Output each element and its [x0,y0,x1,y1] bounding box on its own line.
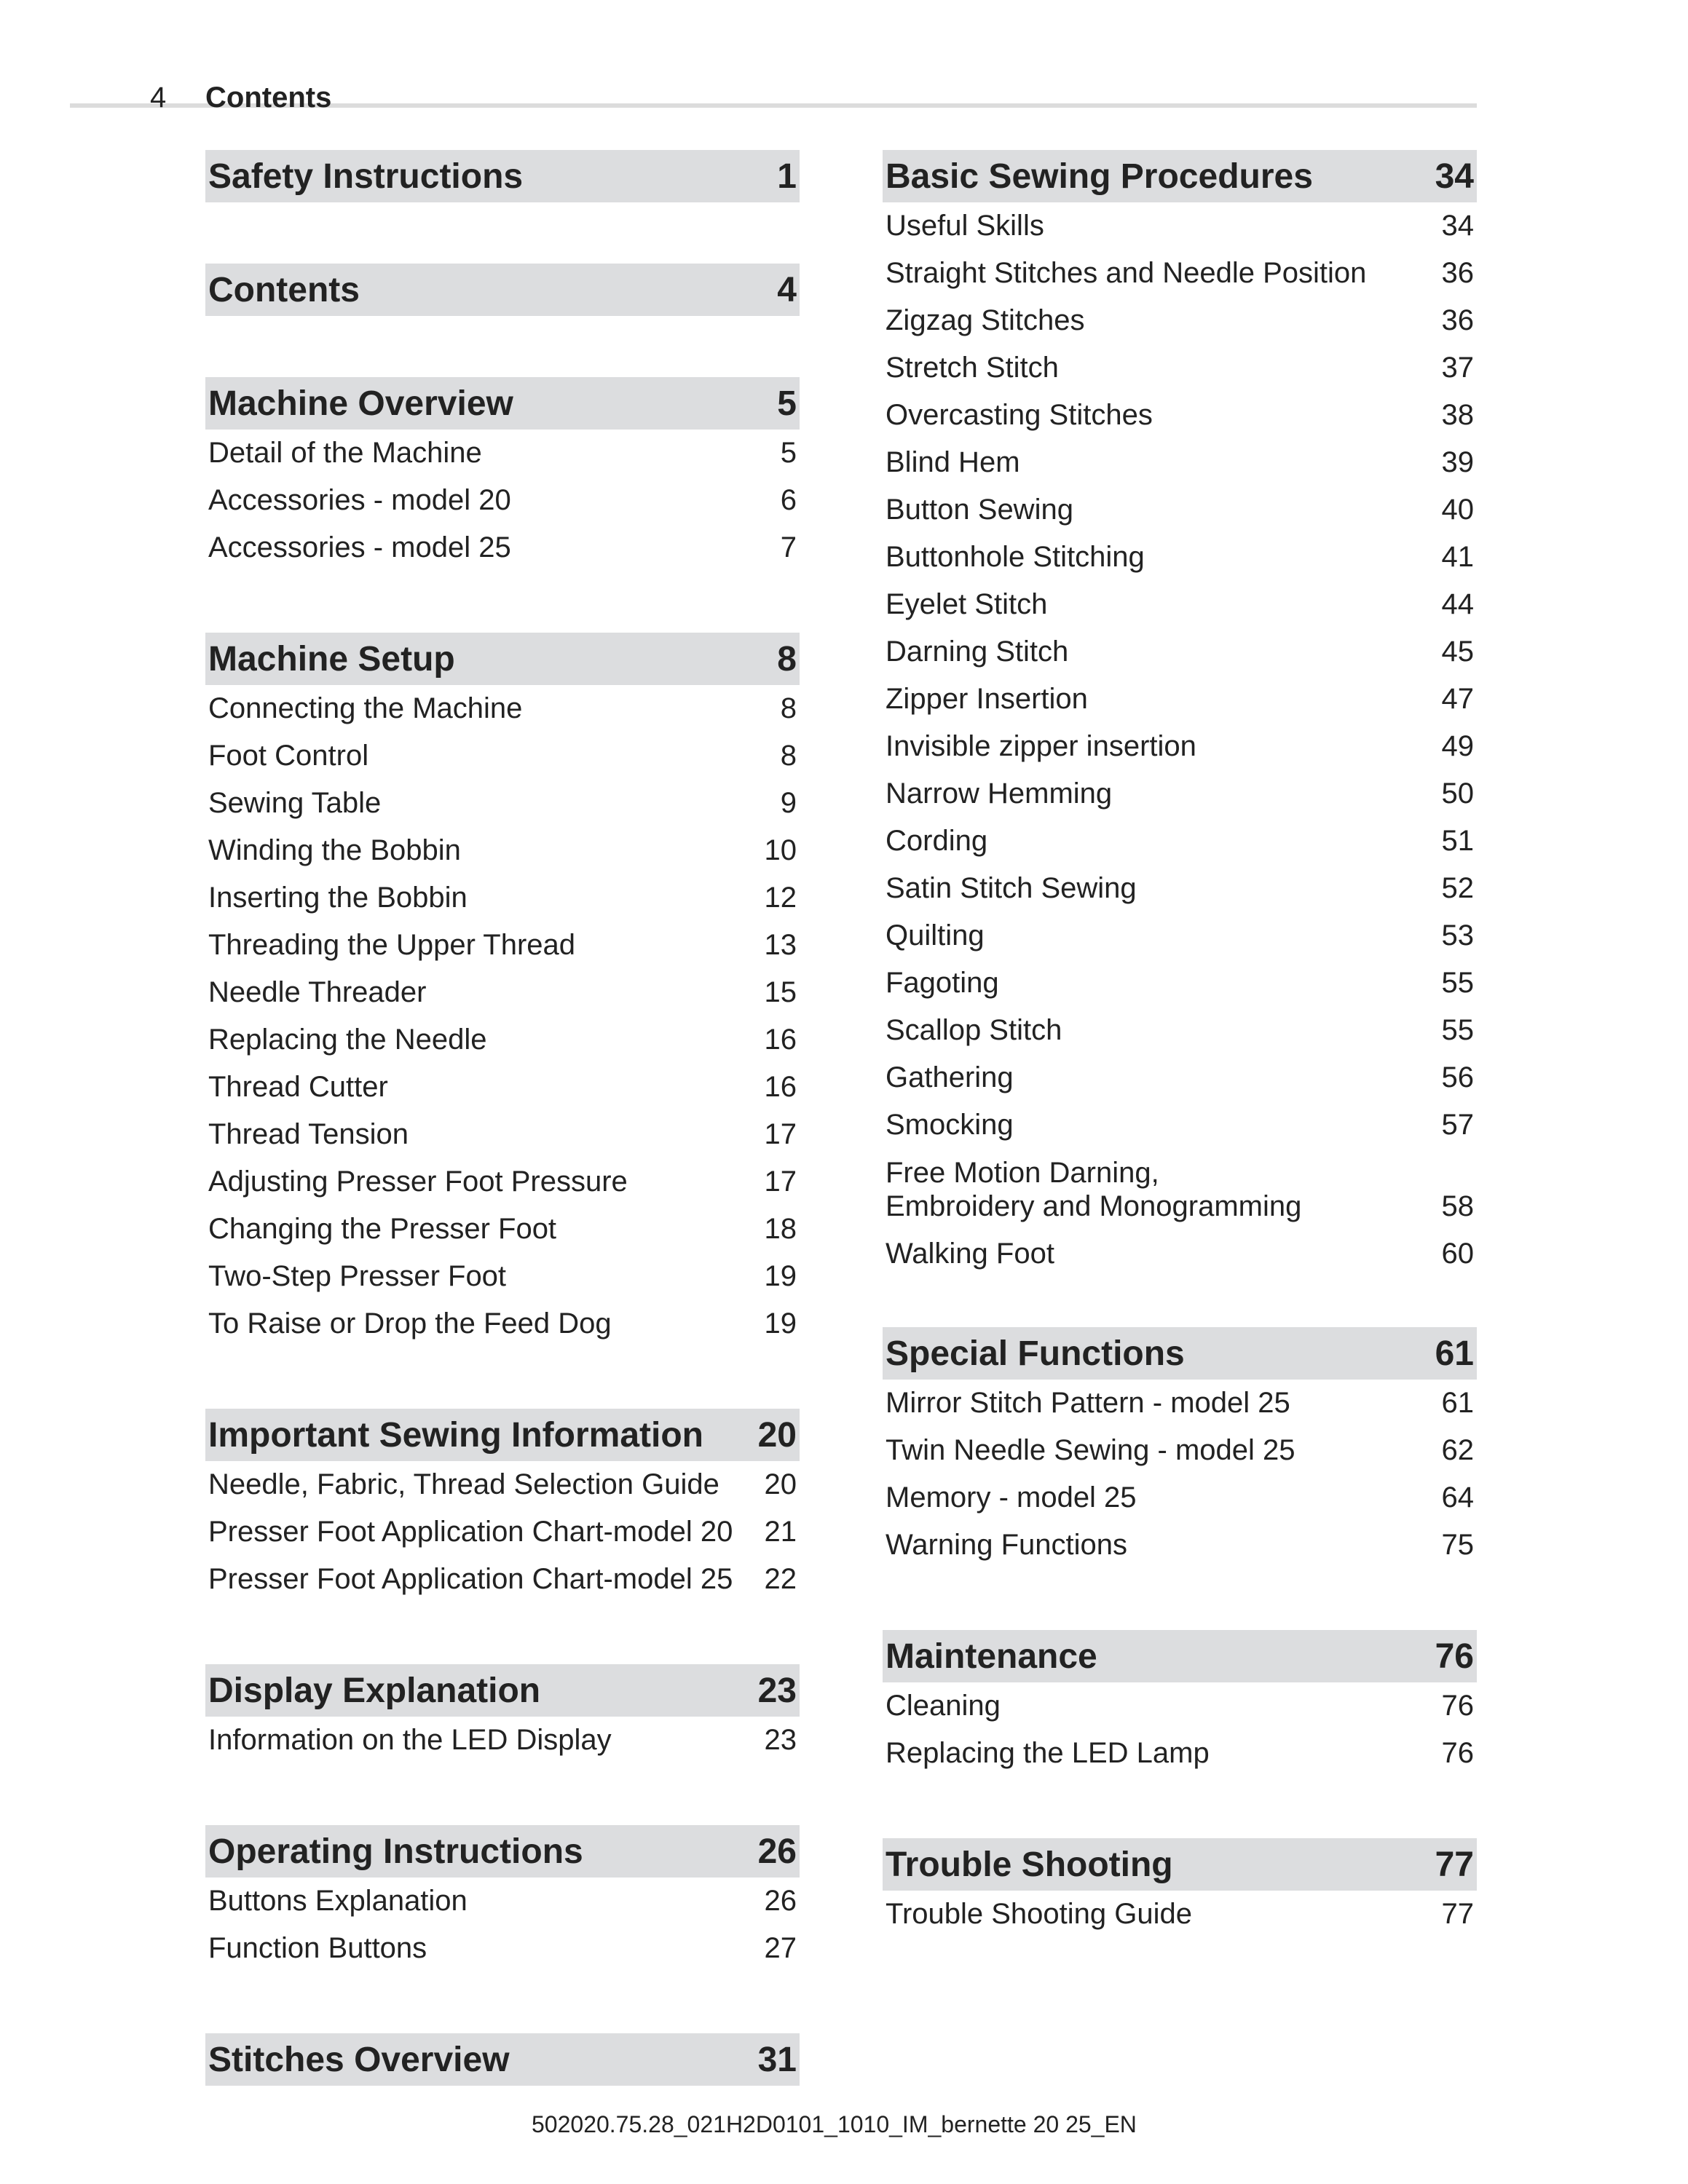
toc-entry-title-line1: Free Motion Darning, [886,1157,1159,1189]
toc-entry-title: Presser Foot Application Chart-model 20 [208,1516,733,1548]
toc-page-number: 31 [757,2040,797,2079]
toc-entry-title: Quilting [886,919,985,951]
toc-entry-presser-foot-application-chart-model-20[interactable] [205,1508,800,1556]
toc-page-number: 36 [1441,304,1474,336]
toc-page-number: 4 [777,270,797,309]
toc-entry-title: Two-Step Presser Foot [208,1260,507,1292]
toc-entry-title: Thread Cutter [208,1071,388,1103]
toc-page-number: 51 [1441,825,1474,857]
toc-entry-title: Needle Threader [208,976,427,1008]
toc-entry-title: Replacing the Needle [208,1024,487,1056]
toc-entry-title: Buttons Explanation [208,1885,468,1917]
toc-page-number: 76 [1435,1637,1474,1676]
toc-entry-title: Useful Skills [886,210,1044,242]
toc-page-number: 56 [1441,1061,1474,1093]
toc-page-number: 5 [780,437,797,469]
toc-section-machine-setup[interactable] [205,633,800,685]
toc-page-number: 6 [780,484,797,516]
toc-entry-thread-tension[interactable] [205,1111,800,1158]
toc-entry-title: Function Buttons [208,1932,427,1964]
toc-entry-title: Zipper Insertion [886,683,1088,715]
toc-entry-narrow-hemming[interactable] [883,770,1477,818]
toc-entry-title: Accessories - model 20 [208,484,511,516]
toc-page-number: 26 [757,1832,797,1871]
toc-page-number: 57 [1441,1109,1474,1141]
toc-entry-title: Memory - model 25 [886,1481,1137,1514]
toc-entry-eyelet-stitch[interactable] [883,581,1477,628]
toc-page-number: 37 [1441,352,1474,384]
toc-entry-needle-threader[interactable] [205,969,800,1016]
toc-entry-title: Replacing the LED Lamp [886,1737,1210,1769]
toc-page-number: 55 [1441,1014,1474,1046]
toc-left-column [205,150,800,2086]
toc-entry-title-line2: Embroidery and Monogramming [886,1190,1302,1222]
toc-section-maintenance[interactable] [883,1630,1477,1682]
toc-entry-accessories-model-25[interactable] [205,524,800,571]
toc-entry-title: Buttonhole Stitching [886,541,1145,573]
toc-entry-changing-the-presser-foot[interactable] [205,1206,800,1253]
toc-section-stitches-overview[interactable] [205,2033,800,2086]
toc-entry-straight-stitches-and-needle-position[interactable] [883,250,1477,297]
toc-entry-replacing-the-needle[interactable] [205,1016,800,1064]
toc-page-number: 58 [1441,1190,1474,1222]
toc-section-title: Stitches Overview [208,2040,510,2079]
toc-section-title: Important Sewing Information [208,1415,703,1455]
toc-entry-needle-fabric-thread-selection-guide[interactable] [205,1461,800,1508]
toc-page-number: 27 [764,1932,797,1964]
toc-page-number: 39 [1441,446,1474,478]
toc-entry-title: Walking Foot [886,1238,1054,1270]
toc-entry-title: Narrow Hemming [886,778,1113,810]
toc-entry-foot-control[interactable] [205,732,800,780]
toc-page-number: 55 [1441,967,1474,999]
toc-page-number: 36 [1441,257,1474,289]
toc-entry-memory-model-25[interactable] [883,1474,1477,1522]
toc-entry-winding-the-bobbin[interactable] [205,827,800,874]
toc-section-title: Basic Sewing Procedures [886,157,1313,196]
toc-section-safety-instructions[interactable] [205,150,800,202]
toc-entry-title [886,1156,1301,1223]
toc-entry-twin-needle-sewing-model-25[interactable] [883,1427,1477,1474]
toc-entry-useful-skills[interactable] [883,202,1477,250]
toc-page-number: 16 [764,1024,797,1056]
toc-page-number: 7 [780,531,797,563]
toc-page-number: 19 [764,1260,797,1292]
toc-page-number: 26 [764,1885,797,1917]
toc-page-number: 34 [1441,210,1474,242]
toc-page-number: 12 [764,882,797,914]
toc-section-title: Special Functions [886,1334,1185,1373]
toc-page-number: 62 [1441,1434,1474,1466]
toc-entry-trouble-shooting-guide[interactable] [883,1891,1477,1938]
toc-section-title: Trouble Shooting [886,1845,1173,1884]
toc-page-number: 60 [1441,1238,1474,1270]
toc-entry-title: Stretch Stitch [886,352,1059,384]
toc-page-number: 49 [1441,730,1474,762]
toc-section-contents[interactable] [205,264,800,316]
toc-entry-scallop-stitch[interactable] [883,1007,1477,1054]
toc-entry-title: Accessories - model 25 [208,531,511,563]
toc-entry-information-on-the-led-display[interactable] [205,1717,800,1764]
toc-entry-cording[interactable] [883,818,1477,865]
toc-section-title: Contents [208,270,360,309]
toc-entry-cleaning[interactable] [883,1682,1477,1730]
toc-page-number: 17 [764,1118,797,1150]
toc-page-number: 5 [777,384,797,423]
toc-entry-stretch-stitch[interactable] [883,344,1477,392]
toc-entry-title: Gathering [886,1061,1014,1093]
toc-entry-title: Invisible zipper insertion [886,730,1196,762]
toc-entry-zigzag-stitches[interactable] [883,297,1477,344]
toc-section-title: Maintenance [886,1637,1097,1676]
toc-entry-title: Presser Foot Application Chart-model 25 [208,1563,733,1595]
toc-section-title: Machine Overview [208,384,513,423]
toc-page-number: 17 [764,1166,797,1198]
toc-entry-title: Mirror Stitch Pattern - model 25 [886,1387,1290,1419]
toc-entry-warning-functions[interactable] [883,1522,1477,1569]
toc-entry-buttonhole-stitching[interactable] [883,534,1477,581]
toc-entry-title: Threading the Upper Thread [208,929,576,961]
toc-entry-mirror-stitch-pattern-model-25[interactable] [883,1380,1477,1427]
toc-entry-accessories-model-20[interactable] [205,477,800,524]
toc-entry-title: Adjusting Presser Foot Pressure [208,1166,628,1198]
toc-entry-buttons-explanation[interactable] [205,1878,800,1925]
toc-entry-to-raise-or-drop-the-feed-dog[interactable] [205,1300,800,1348]
toc-section-trouble-shooting[interactable] [883,1838,1477,1891]
page-title: Contents [205,82,332,114]
toc-entry-title: Button Sewing [886,494,1073,526]
toc-entry-sewing-table[interactable] [205,780,800,827]
toc-entry-free-motion-darning[interactable] [883,1149,1477,1230]
page-number: 4 [150,82,167,114]
toc-entry-two-step-presser-foot[interactable] [205,1253,800,1300]
toc-section-operating-instructions[interactable] [205,1825,800,1878]
toc-page-number: 61 [1435,1334,1474,1373]
toc-section-display-explanation[interactable] [205,1664,800,1717]
toc-entry-darning-stitch[interactable] [883,628,1477,676]
toc-right-column [883,150,1477,1938]
toc-entry-title: Blind Hem [886,446,1020,478]
toc-entry-presser-foot-application-chart-model-25[interactable] [205,1556,800,1603]
toc-page-number: 8 [780,692,797,724]
toc-entry-replacing-the-led-lamp[interactable] [883,1730,1477,1777]
toc-entry-smocking[interactable] [883,1101,1477,1149]
toc-page-number: 23 [757,1671,797,1710]
toc-entry-function-buttons[interactable] [205,1925,800,1972]
toc-page-number: 47 [1441,683,1474,715]
toc-entry-title: Sewing Table [208,787,382,819]
toc-page-number: 53 [1441,919,1474,951]
toc-section-special-functions[interactable] [883,1327,1477,1380]
toc-entry-connecting-the-machine[interactable] [205,685,800,732]
toc-entry-title: Cleaning [886,1690,1001,1722]
toc-entry-title: Trouble Shooting Guide [886,1898,1193,1930]
toc-entry-title: Darning Stitch [886,636,1069,668]
toc-entry-threading-the-upper-thread[interactable] [205,922,800,969]
toc-page-number: 19 [764,1307,797,1340]
toc-page-number: 45 [1441,636,1474,668]
toc-page-number: 41 [1441,541,1474,573]
toc-page-number: 76 [1441,1690,1474,1722]
toc-page-number: 15 [764,976,797,1008]
toc-entry-title: Changing the Presser Foot [208,1213,557,1245]
toc-entry-zipper-insertion[interactable] [883,676,1477,723]
toc-section-title: Display Explanation [208,1671,541,1710]
toc-entry-title: Overcasting Stitches [886,399,1153,431]
toc-entry-title: Zigzag Stitches [886,304,1085,336]
toc-entry-title: Cording [886,825,988,857]
toc-page-number: 77 [1435,1845,1474,1884]
toc-entry-title: Connecting the Machine [208,692,523,724]
toc-entry-title: Eyelet Stitch [886,588,1048,620]
toc-entry-overcasting-stitches[interactable] [883,392,1477,439]
toc-page-number: 34 [1435,157,1474,196]
toc-entry-detail-of-the-machine[interactable] [205,430,800,477]
toc-page-number: 77 [1441,1898,1474,1930]
toc-entry-title: Needle, Fabric, Thread Selection Guide [208,1468,719,1500]
toc-entry-title: Smocking [886,1109,1014,1141]
toc-entry-thread-cutter[interactable] [205,1064,800,1111]
toc-page-number: 9 [780,787,797,819]
toc-page-number: 75 [1441,1529,1474,1561]
footer-doc-id: 502020.75.28_021H2D0101_1010_IM_bernette 20 25_EN [532,2111,1137,2137]
toc-entry-title: Detail of the Machine [208,437,482,469]
toc-entry-gathering[interactable] [883,1054,1477,1101]
toc-page-number: 76 [1441,1737,1474,1769]
toc-entry-quilting[interactable] [883,912,1477,960]
toc-entry-title: Fagoting [886,967,999,999]
toc-entry-title: Warning Functions [886,1529,1127,1561]
toc-page-number: 20 [764,1468,797,1500]
toc-entry-title: Inserting the Bobbin [208,882,468,914]
toc-entry-title: Thread Tension [208,1118,409,1150]
toc-entry-satin-stitch-sewing[interactable] [883,865,1477,912]
toc-page-number: 10 [764,834,797,866]
toc-page-number: 64 [1441,1481,1474,1514]
toc-entry-title: To Raise or Drop the Feed Dog [208,1307,612,1340]
toc-page-number: 38 [1441,399,1474,431]
toc-page-number: 18 [764,1213,797,1245]
toc-page-number: 16 [764,1071,797,1103]
toc-page-number: 44 [1441,588,1474,620]
toc-entry-title: Winding the Bobbin [208,834,461,866]
toc-page-number: 1 [777,157,797,196]
toc-entry-title: Satin Stitch Sewing [886,872,1137,904]
toc-section-machine-overview[interactable] [205,377,800,430]
toc-page-number: 50 [1441,778,1474,810]
toc-page-number: 21 [764,1516,797,1548]
toc-page-number: 23 [764,1724,797,1756]
toc-entry-title: Twin Needle Sewing - model 25 [886,1434,1295,1466]
toc-page-number: 22 [764,1563,797,1595]
toc-page-number: 40 [1441,494,1474,526]
toc-page-number: 61 [1441,1387,1474,1419]
toc-entry-inserting-the-bobbin[interactable] [205,874,800,922]
toc-entry-walking-foot[interactable] [883,1230,1477,1278]
toc-entry-title: Information on the LED Display [208,1724,612,1756]
toc-entry-fagoting[interactable] [883,960,1477,1007]
toc-section-title: Operating Instructions [208,1832,583,1871]
toc-page-number: 8 [780,740,797,772]
toc-section-basic-sewing-procedures[interactable] [883,150,1477,202]
toc-entry-title: Scallop Stitch [886,1014,1062,1046]
toc-page-number: 20 [757,1415,797,1455]
toc-entry-blind-hem[interactable] [883,439,1477,486]
toc-entry-invisible-zipper-insertion[interactable] [883,723,1477,770]
toc-page-number: 13 [764,929,797,961]
toc-entry-button-sewing[interactable] [883,486,1477,534]
toc-entry-title: Straight Stitches and Needle Position [886,257,1367,289]
toc-section-title: Machine Setup [208,639,455,678]
toc-entry-title: Foot Control [208,740,369,772]
toc-page-number: 52 [1441,872,1474,904]
toc-page-number: 8 [777,639,797,678]
toc-entry-adjusting-presser-foot-pressure[interactable] [205,1158,800,1206]
toc-section-title: Safety Instructions [208,157,524,196]
toc-section-important-sewing-information[interactable] [205,1409,800,1461]
